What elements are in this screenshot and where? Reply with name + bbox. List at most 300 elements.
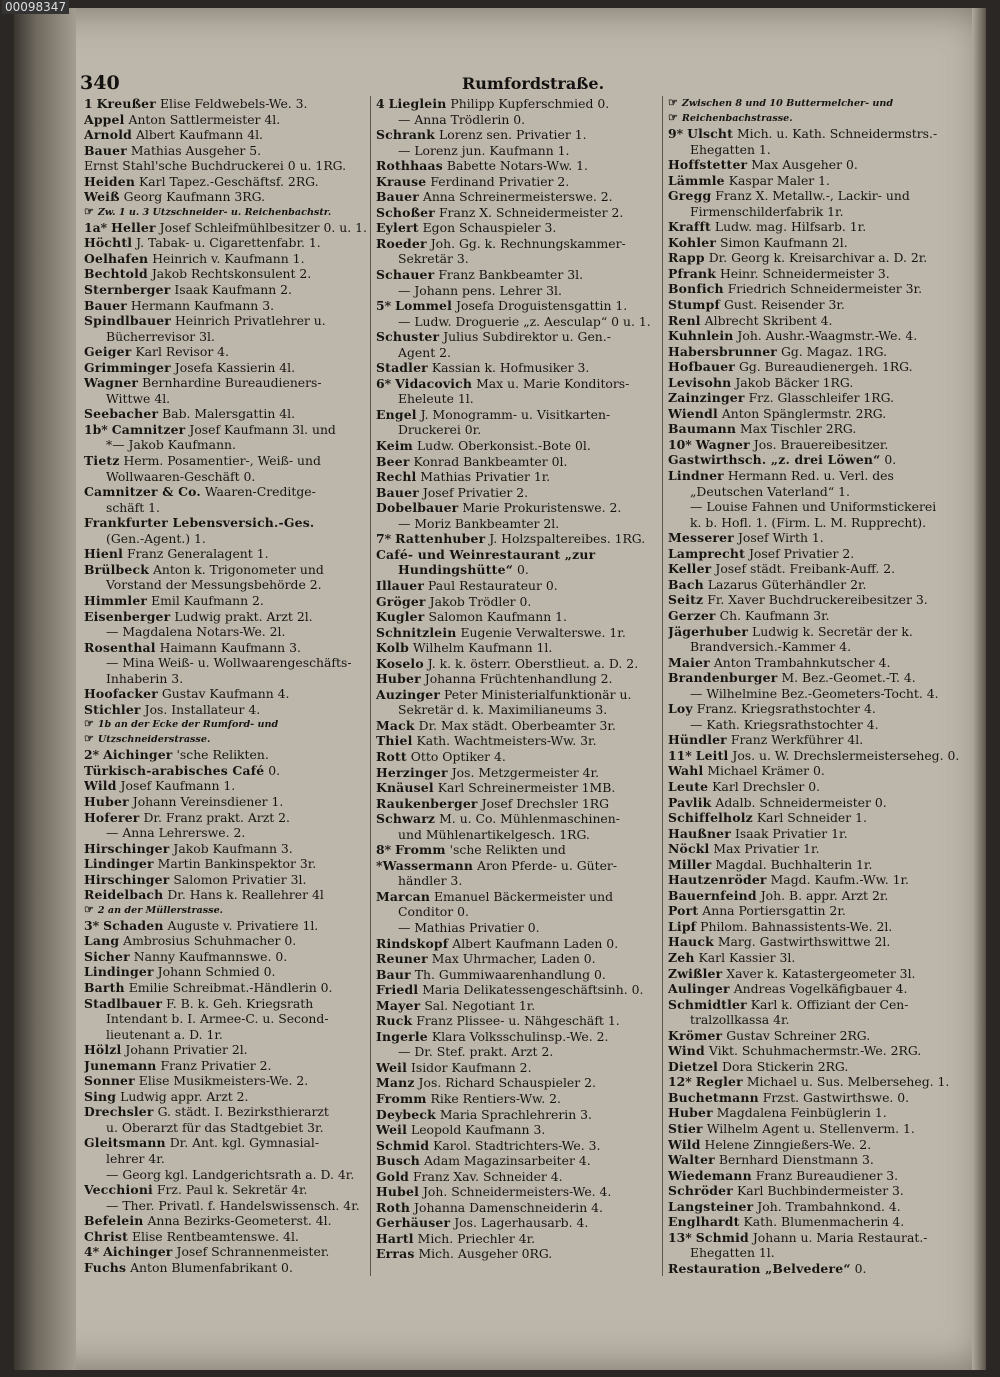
entry-name: Lindinger bbox=[84, 856, 154, 872]
entry-name: Erras bbox=[376, 1246, 415, 1262]
entry-details: Ehegatten 1. bbox=[690, 141, 771, 157]
entry-details: Sal. Negotiant 1r. bbox=[424, 997, 536, 1013]
house-number: 2* bbox=[84, 747, 100, 763]
note-text: Reichenbachstrasse. bbox=[681, 113, 793, 124]
directory-entry bbox=[84, 546, 368, 562]
entry-name: Rosenthal bbox=[84, 639, 156, 655]
directory-entry bbox=[376, 422, 658, 438]
entry-details: Konrad Bankbeamter 0l. bbox=[413, 453, 568, 469]
entry-name: Schrank bbox=[376, 127, 436, 143]
directory-entry bbox=[668, 1152, 960, 1168]
column-2 bbox=[376, 96, 658, 1262]
directory-entry bbox=[668, 1059, 960, 1075]
entry-details: Franz Werkführer 4l. bbox=[730, 732, 864, 748]
entry-details: Ludwig k. Secretär der k. bbox=[752, 623, 913, 639]
entry-details: Fr. Xaver Buchdruckereibesitzer 3. bbox=[707, 592, 928, 608]
entry-name: Lamprecht bbox=[668, 545, 746, 561]
entry-name: Zainzinger bbox=[668, 390, 745, 406]
directory-entry bbox=[376, 998, 658, 1014]
directory-entry bbox=[84, 996, 368, 1012]
entry-details: Elise Musikmeisters-We. 2. bbox=[138, 1073, 309, 1089]
entry-details: — Mina Weiß- u. Wollwaarengeschäfts- bbox=[106, 655, 352, 671]
entry-details: Albert Kaufmann 4l. bbox=[135, 127, 263, 143]
directory-entry bbox=[668, 437, 960, 453]
street-note bbox=[668, 111, 960, 126]
directory-entry bbox=[668, 670, 960, 686]
directory-entry bbox=[84, 794, 368, 810]
entry-details: Kath. Blumenmacherin 4. bbox=[743, 1214, 905, 1230]
entry-name: Huber bbox=[376, 671, 421, 687]
entry-name: Heller bbox=[111, 219, 156, 235]
entry-details: (Gen.-Agent.) 1. bbox=[106, 530, 206, 546]
entry-name: Wild bbox=[668, 1136, 701, 1152]
entry-details: Leopold Kaufmann 3. bbox=[410, 1122, 546, 1138]
directory-entry bbox=[84, 344, 368, 360]
entry-details: Gust. Reisender 3r. bbox=[723, 297, 845, 313]
entry-details: u. Oberarzt für das Stadtgebiet 3r. bbox=[106, 1119, 324, 1135]
entry-name: Reidelbach bbox=[84, 887, 164, 903]
entry-details: Wilhelm Agent u. Stellenverm. 1. bbox=[706, 1121, 915, 1136]
entry-name: Renl bbox=[668, 312, 701, 328]
directory-entry bbox=[84, 220, 368, 236]
entry-details: Brandversich.-Kammer 4. bbox=[690, 639, 852, 655]
entry-details: Magdalena Feinbüglerin 1. bbox=[716, 1105, 887, 1121]
entry-details: Waaren-Creditge- bbox=[204, 484, 316, 500]
entry-name: Vecchioni bbox=[84, 1182, 153, 1198]
entry-details: Intendant b. I. Armee-C. u. Second- bbox=[106, 1011, 329, 1027]
entry-name: Bach bbox=[668, 576, 704, 592]
entry-details: Sekretär 3. bbox=[398, 251, 469, 267]
directory-entry bbox=[668, 250, 960, 266]
entry-details: Herm. Posamentier-, Weiß- und bbox=[123, 453, 321, 469]
directory-entry bbox=[84, 964, 368, 980]
entry-details: Inhaberin 3. bbox=[106, 670, 184, 686]
directory-entry bbox=[668, 188, 960, 204]
entry-details: Julius Subdirektor u. Gen.- bbox=[443, 329, 611, 345]
directory-entry bbox=[668, 997, 960, 1013]
directory-entry bbox=[376, 904, 658, 920]
directory-entry bbox=[376, 96, 658, 112]
entry-details: Ch. Kaufmann 3r. bbox=[719, 607, 830, 623]
directory-entry bbox=[376, 578, 658, 594]
entry-details: Frz. Glasschleifer 1RG. bbox=[748, 390, 895, 406]
entry-details: Adalb. Schneidermeister 0. bbox=[715, 794, 887, 810]
directory-entry bbox=[668, 763, 960, 779]
directory-entry bbox=[668, 826, 960, 842]
entry-name: Himmler bbox=[84, 592, 148, 608]
entry-name: Regler bbox=[695, 1074, 743, 1090]
entry-name: Aichinger bbox=[103, 1244, 173, 1260]
directory-entry bbox=[84, 251, 368, 267]
entry-name: Marcan bbox=[376, 888, 431, 904]
directory-entry bbox=[376, 454, 658, 470]
note-text: 2 an der Müllerstrasse. bbox=[97, 904, 224, 916]
entry-details: F. B. k. Geh. Kriegsrath bbox=[166, 995, 314, 1011]
house-number: 12* bbox=[668, 1074, 692, 1090]
entry-details: Elise Rentbeamtenswe. 4l. bbox=[131, 1228, 299, 1244]
note-text: 1b an der Ecke der Rumford- und bbox=[97, 719, 279, 731]
entry-details: Jakob Rechtskonsulent 2. bbox=[151, 266, 312, 282]
entry-details: Franz X. Metallw.-, Lackir- und bbox=[715, 188, 910, 204]
entry-name: Bonfich bbox=[668, 281, 724, 297]
entry-name: Lämmle bbox=[668, 172, 725, 188]
directory-entry bbox=[376, 345, 658, 361]
directory-entry bbox=[668, 1090, 960, 1106]
directory-entry bbox=[376, 625, 658, 641]
entry-details: Nanny Kaufmannswe. 0. bbox=[133, 948, 288, 964]
entry-details: Elise Feldwebels-We. 3. bbox=[159, 96, 308, 111]
entry-name: Camnitzer bbox=[111, 421, 186, 437]
entry-details: Haimann Kaufmann 3. bbox=[159, 639, 301, 655]
directory-entry bbox=[376, 640, 658, 656]
entry-details: Josef Schleifmühlbesitzer 0. u. 1. bbox=[159, 219, 367, 235]
entry-name: Reuner bbox=[376, 951, 428, 967]
entry-name: Wild bbox=[84, 778, 117, 794]
directory-entry bbox=[376, 220, 658, 236]
directory-entry bbox=[668, 592, 960, 608]
entry-details: Ludw. Oberkonsist.-Bote 0l. bbox=[416, 438, 591, 454]
entry-details: Franz Generalagent 1. bbox=[126, 546, 269, 562]
directory-entry bbox=[668, 515, 960, 531]
entry-name: Spindlbauer bbox=[84, 313, 172, 329]
entry-name: Roeder bbox=[376, 235, 427, 251]
entry-name: Lindner bbox=[668, 468, 724, 484]
directory-entry bbox=[84, 453, 368, 469]
entry-details: Josef Schrannenmeister. bbox=[176, 1244, 330, 1260]
entry-details: Karl k. Offiziant der Cen- bbox=[750, 996, 909, 1012]
directory-entry bbox=[84, 1073, 368, 1089]
directory-entry bbox=[668, 1137, 960, 1153]
house-number: 5* bbox=[376, 298, 392, 314]
entry-details: 'sche Relikten und bbox=[449, 842, 566, 858]
entry-details: Vorstand der Messungsbehörde 2. bbox=[106, 577, 322, 593]
entry-details: Albrecht Skribent 4. bbox=[704, 312, 833, 328]
entry-name: Bauer bbox=[84, 297, 127, 313]
directory-entry bbox=[376, 842, 658, 858]
entry-details: Josef Wirth 1. bbox=[737, 530, 824, 546]
entry-details: Dr. Franz prakt. Arzt 2. bbox=[143, 809, 290, 825]
directory-entry bbox=[668, 1074, 960, 1090]
entry-name: Koselo bbox=[376, 655, 424, 671]
house-number: 1b* bbox=[84, 421, 108, 437]
directory-entry bbox=[376, 438, 658, 454]
directory-entry bbox=[376, 158, 658, 174]
entry-details: Firmenschilderfabrik 1r. bbox=[690, 203, 844, 219]
entry-details: Josef Kaufmann 1. bbox=[120, 778, 236, 794]
entry-details: Ludwig appr. Arzt 2. bbox=[120, 1088, 249, 1104]
directory-entry bbox=[84, 1229, 368, 1245]
entry-details: Mich. Ausgeher 0RG. bbox=[418, 1246, 553, 1262]
entry-name: Hoferer bbox=[84, 809, 140, 825]
entry-name: Roth bbox=[376, 1199, 411, 1215]
directory-entry bbox=[376, 360, 658, 376]
entry-details: Philom. Bahnassistents-We. 2l. bbox=[700, 918, 893, 934]
directory-entry bbox=[668, 1105, 960, 1121]
entry-name: Hoofacker bbox=[84, 686, 158, 702]
entry-name: Schröder bbox=[668, 1183, 733, 1199]
entry-name: Baur bbox=[376, 966, 411, 982]
entry-name: Hundingshütte“ bbox=[398, 562, 514, 578]
entry-name: Leute bbox=[668, 778, 709, 794]
entry-details: Salomon Privatier 3l. bbox=[173, 871, 307, 887]
page-number: 340 bbox=[80, 72, 120, 94]
entry-details: Bernhardine Bureaudieners- bbox=[142, 375, 322, 391]
directory-entry bbox=[668, 142, 960, 158]
running-head: Rumfordstraße. bbox=[462, 74, 605, 93]
directory-entry bbox=[668, 359, 960, 375]
entry-details: Ferdinand Privatier 2. bbox=[430, 173, 570, 189]
directory-entry bbox=[668, 1028, 960, 1044]
entry-details: Egon Schauspieler 3. bbox=[422, 220, 557, 236]
directory-entry bbox=[668, 1183, 960, 1199]
directory-entry bbox=[376, 1075, 658, 1091]
directory-entry bbox=[84, 375, 368, 391]
entry-details: Max Tischler 2RG. bbox=[740, 421, 857, 437]
entry-name: Schmidtler bbox=[668, 996, 747, 1012]
entry-name: Raukenberger bbox=[376, 795, 478, 811]
entry-name: Illauer bbox=[376, 577, 425, 593]
entry-name: Dietzel bbox=[668, 1058, 719, 1074]
entry-details: Frzst. Gastwirthswe. 0. bbox=[762, 1089, 910, 1105]
directory-entry bbox=[668, 934, 960, 950]
entry-details: Klara Volksschulinsp.-We. 2. bbox=[431, 1028, 609, 1044]
entry-details: Mathias Privatier 1r. bbox=[420, 469, 551, 485]
entry-name: Geiger bbox=[84, 344, 132, 360]
directory-entry bbox=[84, 1213, 368, 1229]
column-3 bbox=[668, 96, 960, 1276]
entry-details: Hermann Red. u. Verl. des bbox=[727, 468, 894, 484]
entry-name: Gold bbox=[376, 1168, 410, 1184]
directory-entry bbox=[376, 827, 658, 843]
entry-details: Dora Stickerin 2RG. bbox=[722, 1058, 849, 1074]
house-number: 4* bbox=[84, 1244, 100, 1260]
directory-entry bbox=[376, 407, 658, 423]
directory-entry bbox=[668, 561, 960, 577]
entry-details: Salomon Kaufmann 1. bbox=[428, 609, 567, 625]
directory-entry bbox=[668, 421, 960, 437]
entry-name: Herzinger bbox=[376, 764, 448, 780]
entry-name: Schiffelholz bbox=[668, 810, 753, 826]
directory-entry bbox=[376, 967, 658, 983]
note-text: Utzschneiderstrasse. bbox=[97, 734, 211, 746]
directory-entry bbox=[376, 889, 658, 905]
entry-name: Ingerle bbox=[376, 1028, 428, 1044]
directory-entry bbox=[84, 1198, 368, 1214]
scan-id: 00098347 bbox=[2, 0, 69, 14]
entry-details: Josef Privatier 2. bbox=[748, 545, 855, 561]
entry-details: Franz. Kriegsrathstochter 4. bbox=[696, 701, 876, 717]
entry-name: Messerer bbox=[668, 530, 734, 546]
directory-entry bbox=[84, 562, 368, 578]
directory-entry bbox=[84, 949, 368, 965]
directory-entry bbox=[84, 329, 368, 345]
entry-details: Simon Kaufmann 2l. bbox=[720, 234, 848, 250]
entry-name: Beer bbox=[376, 453, 410, 469]
directory-entry bbox=[84, 96, 368, 112]
entry-name: Kuhnlein bbox=[668, 328, 734, 344]
directory-entry bbox=[376, 251, 658, 267]
directory-entry bbox=[84, 1027, 368, 1043]
entry-details: Marg. Gastwirthswittwe 2l. bbox=[717, 934, 891, 950]
entry-name: Eylert bbox=[376, 220, 419, 236]
entry-name: Deybeck bbox=[376, 1106, 436, 1122]
entry-name: Thiel bbox=[376, 733, 413, 749]
entry-name: Wiedemann bbox=[668, 1167, 752, 1183]
directory-entry bbox=[668, 1012, 960, 1028]
entry-details: Marie Prokuristenswe. 2. bbox=[462, 500, 622, 516]
entry-name: Huber bbox=[84, 793, 129, 809]
entry-details: Johanna Früchtenhandlung 2. bbox=[424, 671, 613, 687]
pointing-hand-icon: ☞ bbox=[84, 902, 94, 916]
house-number: 7* bbox=[376, 531, 392, 547]
directory-entry bbox=[376, 516, 658, 532]
entry-details: Adam Magazinsarbeiter 4. bbox=[423, 1153, 591, 1169]
entry-details: — Dr. Stef. prakt. Arzt 2. bbox=[398, 1044, 554, 1060]
entry-details: Anton Spänglermstr. 2RG. bbox=[721, 405, 887, 421]
directory-entry bbox=[376, 858, 658, 874]
entry-name: Schauer bbox=[376, 267, 435, 283]
entry-details: Joh. Trambahnkond. 4. bbox=[757, 1198, 901, 1214]
directory-entry bbox=[668, 841, 960, 857]
entry-details: Franz Bureaudiener 3. bbox=[755, 1167, 899, 1183]
entry-name: Restauration „Belvedere“ bbox=[668, 1260, 851, 1276]
entry-name: Oelhafen bbox=[84, 250, 149, 266]
entry-details: Ludw. mag. Hilfsarb. 1r. bbox=[714, 219, 867, 235]
directory-entry bbox=[668, 872, 960, 888]
directory-entry bbox=[84, 918, 368, 934]
directory-entry bbox=[84, 933, 368, 949]
entry-details: 0. bbox=[516, 562, 529, 578]
directory-entry bbox=[668, 406, 960, 422]
entry-name: Bauernfeind bbox=[668, 887, 757, 903]
entry-name: Drechsler bbox=[84, 1104, 154, 1120]
directory-entry bbox=[376, 112, 658, 128]
entry-name: Gleitsmann bbox=[84, 1135, 166, 1151]
entry-details: 0. bbox=[884, 452, 897, 468]
pointing-hand-icon: ☞ bbox=[84, 717, 94, 731]
directory-entry bbox=[84, 980, 368, 996]
entry-details: — Anna Lehrerswe. 2. bbox=[106, 825, 246, 841]
entry-details: 0. bbox=[854, 1260, 867, 1276]
directory-entry bbox=[84, 143, 368, 159]
entry-name: Befelein bbox=[84, 1213, 144, 1229]
directory-entry bbox=[376, 1107, 658, 1123]
pointing-hand-icon: ☞ bbox=[668, 111, 678, 124]
entry-details: Jakob Bäcker 1RG. bbox=[735, 374, 854, 390]
directory-entry bbox=[376, 283, 658, 299]
entry-details: Jos. Brauereibesitzer. bbox=[753, 436, 889, 452]
entry-details: Anna Bezirks-Geometerst. 4l. bbox=[147, 1213, 332, 1229]
entry-name: Pavlik bbox=[668, 794, 712, 810]
entry-details: Eheleute 1l. bbox=[398, 391, 474, 407]
entry-name: Junemann bbox=[84, 1057, 157, 1073]
entry-name: Krömer bbox=[668, 1027, 723, 1043]
entry-name: Hauck bbox=[668, 934, 714, 950]
entry-details: Anna Schreinermeisterswe. 2. bbox=[422, 189, 613, 205]
entry-details: — Kath. Kriegsrathstochter 4. bbox=[690, 716, 879, 732]
directory-entry bbox=[84, 1167, 368, 1183]
directory-entry bbox=[376, 143, 658, 159]
entry-details: Joh. Schneidermeisters-We. 4. bbox=[422, 1184, 612, 1200]
house-number: 4 bbox=[376, 96, 385, 111]
entry-name: Wagner bbox=[84, 375, 139, 391]
entry-details: Wollwaaren-Geschäft 0. bbox=[106, 468, 256, 484]
entry-name: Langsteiner bbox=[668, 1198, 754, 1214]
entry-details: Bab. Malersgattin 4l. bbox=[162, 406, 296, 422]
directory-entry bbox=[668, 266, 960, 282]
entry-name: Port bbox=[668, 903, 699, 919]
entry-details: Johann Schmied 0. bbox=[157, 964, 276, 980]
entry-details: Karl Schneider 1. bbox=[756, 810, 867, 826]
entry-details: Max Privatier 1r. bbox=[713, 841, 820, 857]
directory-entry bbox=[84, 1042, 368, 1058]
entry-name: Heiden bbox=[84, 173, 136, 189]
entry-name: Bechtold bbox=[84, 266, 148, 282]
entry-name: Nöckl bbox=[668, 841, 710, 857]
entry-name: Sonner bbox=[84, 1073, 135, 1089]
entry-details: Andreas Vogelkäfigbauer 4. bbox=[733, 981, 908, 997]
entry-details: Lazarus Güterhändler 2r. bbox=[707, 576, 867, 592]
entry-details: Michael u. Sus. Melberseheg. 1. bbox=[746, 1074, 950, 1090]
directory-entry bbox=[668, 173, 960, 189]
directory-entry bbox=[668, 950, 960, 966]
entry-name: Seebacher bbox=[84, 406, 159, 422]
entry-details: Magd. Kaufm.-Ww. 1r. bbox=[770, 872, 909, 888]
directory-entry bbox=[84, 624, 368, 640]
directory-entry bbox=[376, 1060, 658, 1076]
entry-details: Karl Drechsler 0. bbox=[712, 778, 821, 794]
entry-name: Leitl bbox=[695, 747, 729, 763]
directory-entry bbox=[376, 656, 658, 672]
entry-name: Hienl bbox=[84, 546, 124, 562]
entry-name: Kugler bbox=[376, 609, 425, 625]
directory-entry bbox=[668, 1121, 960, 1137]
directory-entry bbox=[668, 204, 960, 220]
directory-entry bbox=[84, 500, 368, 516]
entry-name: Brandenburger bbox=[668, 670, 778, 686]
entry-name: Bauer bbox=[84, 142, 127, 158]
entry-name: Krafft bbox=[668, 219, 711, 235]
directory-entry bbox=[84, 887, 368, 903]
entry-details: Heinr. Schneidermeister 3. bbox=[719, 265, 890, 281]
entry-name: Hautzenröder bbox=[668, 872, 767, 888]
directory-entry bbox=[668, 235, 960, 251]
entry-details: Jakob Trödler 0. bbox=[429, 593, 532, 609]
directory-entry bbox=[376, 1138, 658, 1154]
entry-details: Joh. Gg. k. Rechnungskammer- bbox=[430, 235, 626, 251]
directory-entry bbox=[376, 189, 658, 205]
directory-entry bbox=[84, 778, 368, 794]
entry-details: Franz Bankbeamter 3l. bbox=[438, 267, 584, 283]
directory-entry bbox=[376, 936, 658, 952]
entry-details: J. Holzspaltereibes. 1RG. bbox=[489, 531, 646, 547]
directory-entry bbox=[668, 1245, 960, 1261]
entry-name: Schaden bbox=[103, 917, 164, 933]
directory-entry bbox=[84, 266, 368, 282]
directory-entry bbox=[376, 391, 658, 407]
entry-details: Anton k. Trigonometer und bbox=[152, 561, 324, 577]
entry-details: — Johann pens. Lehrer 3l. bbox=[398, 282, 562, 298]
entry-details: Druckerei 0r. bbox=[398, 422, 482, 438]
pointing-hand-icon: ☞ bbox=[84, 732, 94, 746]
entry-details: Jos. u. W. Drechslermeisterseheg. 0. bbox=[732, 747, 960, 763]
street-note bbox=[84, 205, 368, 220]
directory-entry bbox=[668, 344, 960, 360]
entry-name: Keller bbox=[668, 561, 712, 577]
entry-name: Arnold bbox=[84, 127, 132, 143]
house-number: 11* bbox=[668, 747, 692, 763]
entry-name: Schoßer bbox=[376, 204, 435, 220]
